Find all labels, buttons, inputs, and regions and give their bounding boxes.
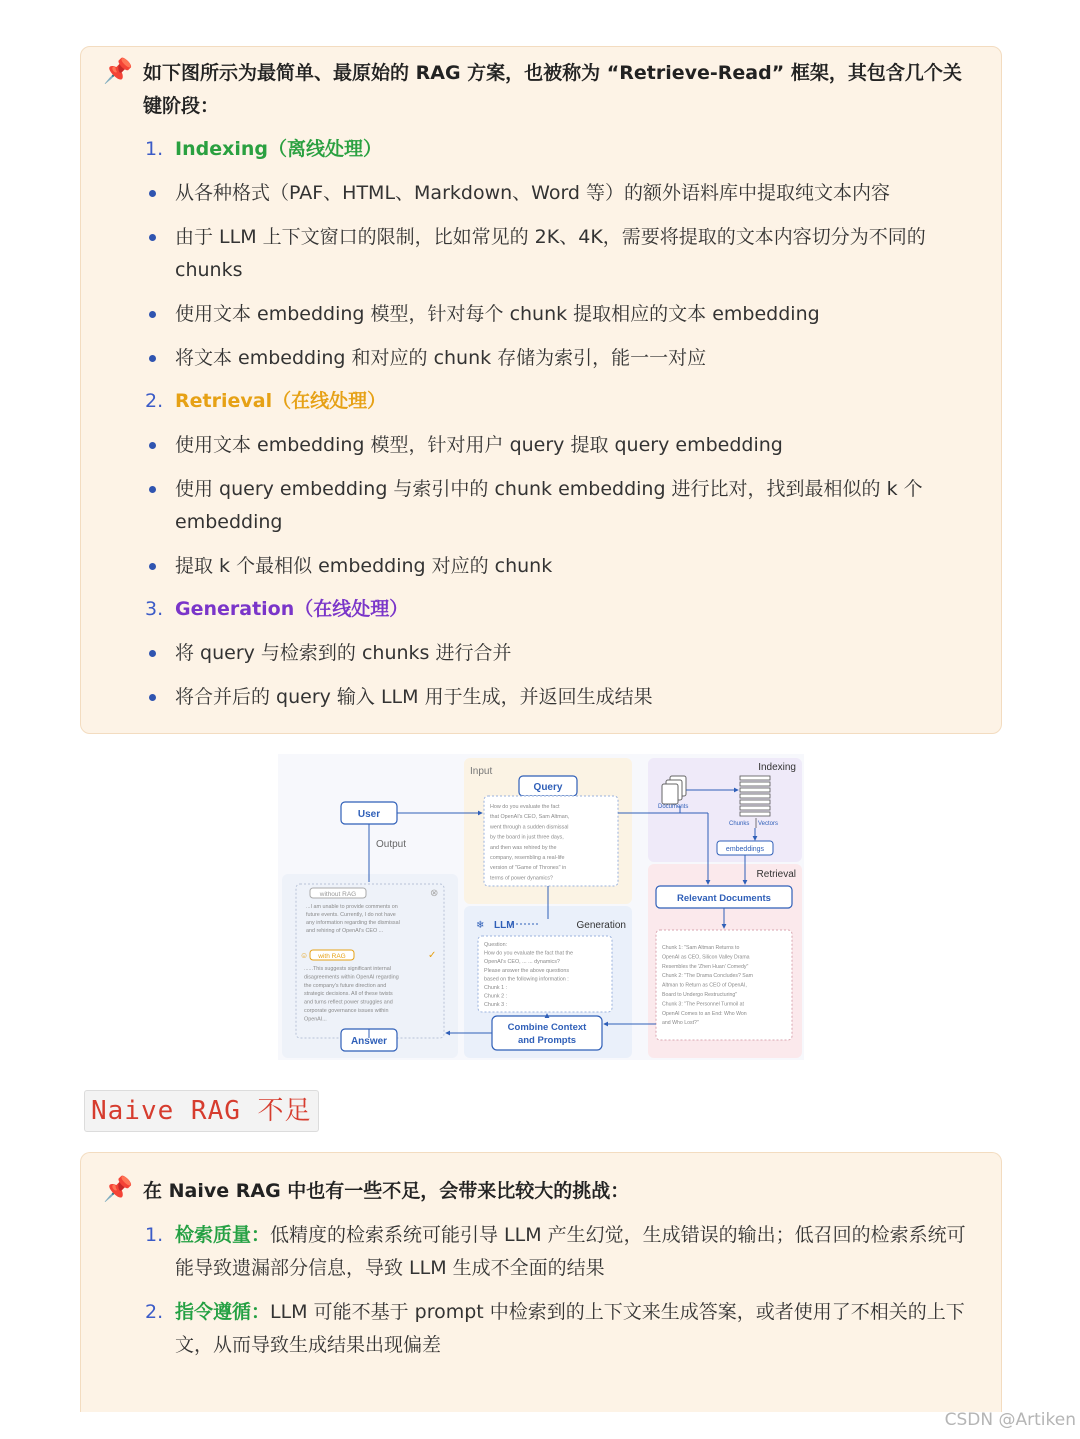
query-node-label: Query [533, 782, 563, 793]
combine-label-1: Combine Context [507, 1022, 587, 1033]
chunks-stack-icon [740, 776, 770, 816]
diagram-text-line: ...I am unable to provide comments on [306, 904, 398, 910]
diagram-text-line: ......This suggests significant internal [304, 966, 391, 972]
smile-icon: ☺ [300, 951, 309, 960]
diagram-text-line: by the board in just three days, [490, 834, 564, 841]
combine-label-2: and Prompts [517, 1035, 577, 1046]
diagram-text-line: Chunk 2 : [484, 993, 508, 1000]
item-title: 指令遵循： [175, 1301, 271, 1323]
answer-node-label: Answer [350, 1036, 388, 1047]
retrieval-label: Retrieval [756, 869, 796, 880]
diagram-text-line: the company's future direction and [304, 982, 387, 989]
list-number: 1. [145, 1224, 164, 1246]
stage-title: Retrieval（在线处理） [175, 390, 387, 412]
chunks-label: Chunks [729, 821, 750, 827]
item-text: LLM 可能不基于 prompt 中检索到的上下文来生成答案，或者使用了不相关的上下文，从而导致生成结果出现偏差 [175, 1301, 965, 1356]
diagram-text-line: Chunk 1 : [484, 985, 508, 991]
list-item: 使用 query embedding 与索引中的 chunk embedding 进行比对，找到最相似的 k 个 embedding [145, 473, 977, 539]
bullet-dot-icon [149, 442, 156, 449]
llm-label: LLM [494, 920, 515, 931]
snowflake-icon: ❄ [476, 920, 485, 931]
diagram-text-line: OpenAI's CEO, ... ... dynamics? [484, 959, 560, 966]
without-rag-label: without RAG [319, 891, 357, 898]
watermark: CSDN @Artiken [944, 1410, 1076, 1430]
diagram-text-line: disagreements within OpenAI regarding [304, 974, 399, 981]
bullet-dot-icon [149, 234, 156, 241]
list-number: 1. [145, 138, 164, 160]
diagram-text-line: version of "Game of Thrones" in [490, 865, 567, 872]
diagram-text-line: OpenAI... [304, 1016, 327, 1023]
stage-indexing-heading [145, 133, 977, 166]
diagram-text-line: and Who Lost?" [662, 1020, 699, 1027]
diagram-text-line: corporate governance issues within [304, 1008, 389, 1014]
stage-title: Generation（在线处理） [175, 598, 409, 620]
cross-icon: ⊗ [430, 888, 439, 899]
diagram-text-line: strategic decisions. All of these twists [304, 991, 393, 998]
list-number: 2. [145, 390, 164, 412]
bullet-dot-icon [149, 694, 156, 701]
naive-rag-limitations-callout [80, 1152, 1002, 1412]
diagram-text-line: Question: [484, 942, 508, 948]
output-label: Output [376, 839, 407, 850]
diagram-text-line: How do you evaluate the fact that the [484, 950, 574, 957]
rag-stages-callout [80, 46, 1002, 734]
item-title: 检索质量： [175, 1224, 271, 1246]
diagram-text-line: any information regarding the dismissal [306, 920, 400, 926]
list-item: 由于 LLM 上下文窗口的限制，比如常见的 2K、4K，需要将提取的文本内容切分为不同的 chunks [145, 221, 977, 287]
diagram-text-line: based on the following information : [484, 976, 569, 983]
list-item: 将文本 embedding 和对应的 chunk 存储为索引，能一一对应 [145, 342, 977, 375]
diagram-text-line: terms of power dynamics? [490, 875, 553, 882]
bullet-dot-icon [149, 311, 156, 318]
bullet-dot-icon [149, 486, 156, 493]
diagram-text-line: and rehiring of OpenAI's CEO ... [306, 928, 384, 934]
bullet-dot-icon [149, 650, 156, 657]
callout-intro: 如下图所示为最简单、最原始的 RAG 方案，也被称为 “Retrieve-Read” 框架，其包含几个关键阶段： [143, 62, 962, 117]
with-rag-label: with RAG [318, 953, 346, 960]
section-heading-naive-rag: Naive RAG 不足 [84, 1090, 319, 1132]
generation-label: Generation [576, 920, 626, 931]
diagram-text-line: Board to Undergo Restructuring" [662, 992, 738, 998]
list-item: 使用文本 embedding 模型，针对用户 query 提取 query embedding [145, 429, 977, 462]
stage-title: Indexing（离线处理） [175, 138, 382, 160]
list-item: 提取 k 个最相似 embedding 对应的 chunk [145, 550, 977, 583]
diagram-text-line: future events. Currently, I do not have [306, 912, 396, 918]
stage-generation-heading [145, 593, 977, 626]
diagram-text-line: How do you evaluate the fact [490, 804, 560, 810]
list-number: 3. [145, 598, 164, 620]
list-item [145, 1296, 977, 1362]
diagram-text-line: and turns reflect power struggles and [304, 999, 393, 1006]
list-item: 使用文本 embedding 模型，针对每个 chunk 提取相应的文本 embedding [145, 298, 977, 331]
pushpin-icon: 📌 [103, 1175, 133, 1203]
list-number: 2. [145, 1301, 164, 1323]
diagram-text-line: OpenAI Comes to an End: Who Won [662, 1010, 747, 1017]
bullet-dot-icon [149, 355, 156, 362]
stage-retrieval-heading [145, 385, 977, 418]
embeddings-label: embeddings [725, 846, 765, 853]
diagram-text-line: and then was rehired by the [490, 844, 557, 851]
bullet-dot-icon [149, 190, 156, 197]
vectors-label: Vectors [758, 821, 779, 827]
bullet-dot-icon [149, 563, 156, 570]
list-item [145, 1219, 977, 1285]
user-node-label: User [357, 809, 381, 820]
indexing-label: Indexing [758, 762, 796, 773]
diagram-text-line: that OpenAI's CEO, Sam Altman, [490, 814, 570, 821]
input-label: Input [470, 766, 493, 777]
item-text: 低精度的检索系统可能引导 LLM 产生幻觉，生成错误的输出；低召回的检索系统可能导致遗漏部分信息，导致 LLM 生成不全面的结果 [175, 1224, 966, 1279]
diagram-text-line: Chunk 3 : [484, 1002, 508, 1009]
list-item: 将 query 与检索到的 chunks 进行合并 [145, 637, 977, 670]
pushpin-icon: 📌 [103, 57, 133, 85]
diagram-text-line: went through a sudden dismissal [490, 824, 569, 831]
diagram-text-line: Resembles the 'Zhen Huan' Comedy" [662, 963, 749, 970]
diagram-text-line: Chunk 1: "Sam Altman Returns to [662, 945, 740, 951]
list-item: 从各种格式（PAF、HTML、Markdown、Word 等）的额外语料库中提取纯文本内容 [145, 177, 977, 210]
diagram-text-line: company, resembling a real-life [490, 855, 565, 861]
documents-label: Documents [658, 804, 689, 810]
check-circle-icon: ✓ [428, 950, 437, 961]
diagram-text-line: OpenAI as CEO, Silicon Valley Drama [662, 954, 750, 961]
relevant-documents-label: Relevant Documents [677, 893, 771, 904]
diagram-text-line: Chunk 2: "The Drama Concludes? Sam [662, 973, 753, 980]
diagram-text-line: Altman to Return as CEO of OpenAI, [662, 982, 747, 989]
callout-intro: 在 Naive RAG 中也有一些不足，会带来比较大的挑战： [143, 1180, 630, 1202]
diagram-text-line: Chunk 3: "The Personnel Turmoil at [662, 1001, 744, 1008]
list-item: 将合并后的 query 输入 LLM 用于生成，并返回生成结果 [145, 681, 977, 714]
naive-rag-diagram [278, 754, 804, 1060]
diagram-text-line: Please answer the above questions [484, 967, 570, 974]
